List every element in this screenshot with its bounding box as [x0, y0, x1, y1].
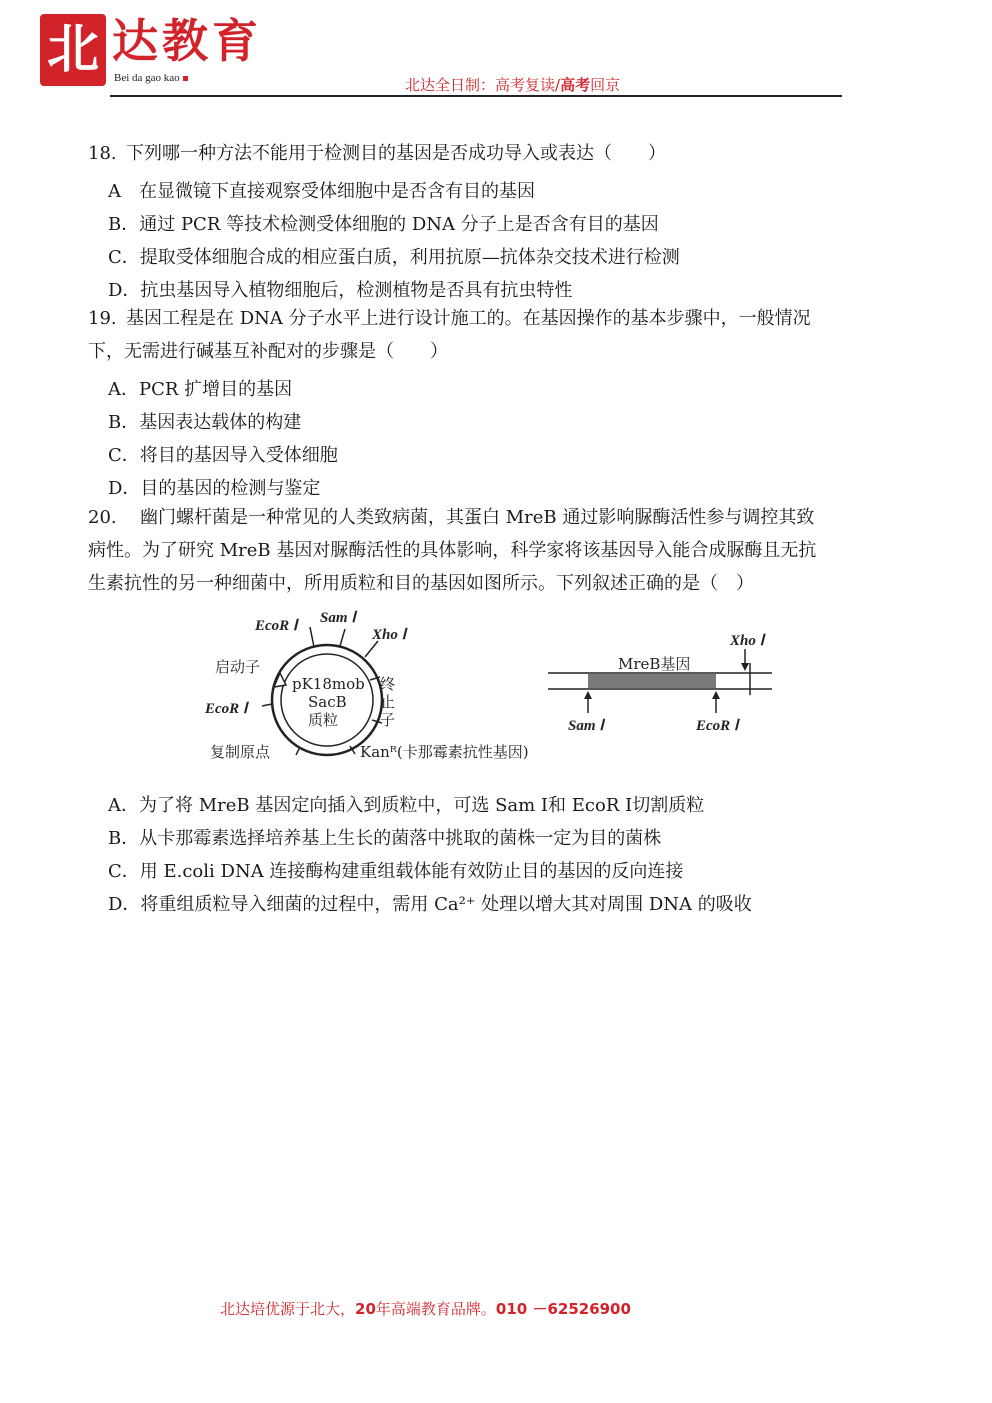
q19-number: 19. — [88, 308, 117, 329]
q18-option-d: D．抗虫基因导入植物细胞后，检测植物是否具有抗虫特性 — [108, 280, 573, 301]
logo-name: 达教育 — [112, 14, 262, 68]
label-ecor1-bottom: EcoR Ⅰ — [696, 718, 739, 734]
xho1-arrowhead-icon — [741, 663, 749, 671]
label-ecor1-top: EcoR Ⅰ — [255, 618, 298, 634]
q18-option-c: C．提取受体细胞合成的相应蛋白质，利用抗原—抗体杂交技术进行检测 — [108, 247, 680, 268]
segment-tick — [296, 747, 300, 755]
label-kan: Kanᴿ(卡那霉素抗性基因) — [360, 743, 529, 761]
q20-option-d: D．将重组质粒导入细菌的过程中，需用 Ca²⁺ 处理以增大其对周围 DNA 的吸收 — [108, 894, 752, 915]
xho1-pointer — [365, 641, 378, 657]
footer-text-2: 年高端教育品牌。 — [375, 1300, 496, 1318]
label-plasmid-line-1: pK18mob — [292, 675, 365, 693]
logo-subtitle — [114, 72, 188, 84]
q19-option-b: B．基因表达载体的构建 — [108, 412, 302, 433]
logo-glyph: 北 — [46, 20, 99, 80]
footer-text-1: 北达培优源于北大， — [220, 1300, 356, 1318]
label-sam1-bottom: Sam Ⅰ — [568, 718, 604, 734]
q19-option-a: A．PCR 扩增目的基因 — [108, 379, 293, 400]
q19-stem-1: 基因工程是在 DNA 分子水平上进行设计施工的。在基因操作的基本步骤中，一般情况 — [126, 308, 811, 329]
diagram-svg — [200, 605, 800, 775]
mreb-gene-block — [588, 674, 716, 688]
plasmid-gene-diagram — [200, 605, 800, 775]
slogan-part-1: 北达全日制：高考复读/ — [405, 76, 561, 94]
ecor1-left-pointer — [262, 704, 272, 706]
q20-stem-2: 病性。为了研究 MreB 基因对脲酶活性的具体影响，科学家将该基因导入能合成脲酶且无抗 — [88, 540, 817, 561]
logo-mark — [40, 14, 106, 86]
q19-stem-2: 下，无需进行碱基互补配对的步骤是（ ） — [88, 341, 448, 362]
label-terminator-2: 止 — [380, 693, 396, 711]
slogan-bold: 高考 — [560, 76, 591, 94]
page-footer — [220, 1298, 631, 1319]
page-header — [0, 0, 992, 100]
label-ecor1-left: EcoR Ⅰ — [205, 701, 248, 717]
q20-option-c: C．用 E.coli DNA 连接酶构建重组载体能有效防止目的基因的反向连接 — [108, 861, 684, 882]
q20-stem-1: 幽门螺杆菌是一种常见的人类致病菌，其蛋白 MreB 通过影响脲酶活性参与调控其致 — [140, 507, 815, 528]
label-terminator-3: 子 — [380, 711, 396, 729]
label-sam1: Sam Ⅰ — [320, 610, 356, 626]
slogan-part-2: 回京 — [590, 76, 621, 94]
q20-option-a: A．为了将 MreB 基因定向插入到质粒中，可选 Sam Ⅰ和 EcoR Ⅰ切割质粒 — [108, 795, 705, 816]
label-promoter: 启动子 — [215, 658, 261, 676]
q18-option-a: A 在显微镜下直接观察受体细胞中是否含有目的基因 — [108, 181, 535, 202]
label-plasmid-line-2: SacB — [308, 693, 347, 711]
q20-stem-3: 生素抗性的另一种细菌中，所用质粒和目的基因如图所示。下列叙述正确的是（ ） — [88, 573, 754, 594]
header-slogan — [405, 74, 620, 95]
sam1-arrowhead-icon — [584, 691, 592, 699]
ecor1-top-pointer — [310, 627, 314, 647]
q18-stem: 下列哪一种方法不能用于检测目的基因是否成功导入或表达（ ） — [126, 143, 666, 164]
label-xho1-right: Xho Ⅰ — [730, 633, 765, 649]
logo-subtitle-text: Bei da gao kao — [114, 72, 180, 84]
q19-option-c: C．将目的基因导入受体细胞 — [108, 445, 338, 466]
q19-option-d: D．目的基因的检测与鉴定 — [108, 478, 321, 499]
q18-option-b: B．通过 PCR 等技术检测受体细胞的 DNA 分子上是否含有目的基因 — [108, 214, 659, 235]
label-terminator-1: 终 — [380, 675, 396, 693]
footer-bold-1: 20 — [355, 1300, 376, 1318]
label-xho1-left: Xho Ⅰ — [372, 627, 407, 643]
header-rule — [110, 95, 842, 97]
footer-phone: 010 －62526900 — [495, 1300, 631, 1318]
q20-number: 20. — [88, 507, 117, 528]
sam1-pointer — [340, 629, 345, 646]
q18-number: 18. — [88, 143, 117, 164]
ecor1-arrowhead-icon — [712, 691, 720, 699]
label-mreb-gene: MreB基因 — [618, 655, 691, 673]
label-origin: 复制原点 — [210, 743, 271, 761]
logo-square-icon — [183, 76, 188, 81]
q20-option-b: B．从卡那霉素选择培养基上生长的菌落中挑取的菌株一定为目的菌株 — [108, 828, 662, 849]
label-plasmid-line-3: 质粒 — [308, 711, 339, 729]
